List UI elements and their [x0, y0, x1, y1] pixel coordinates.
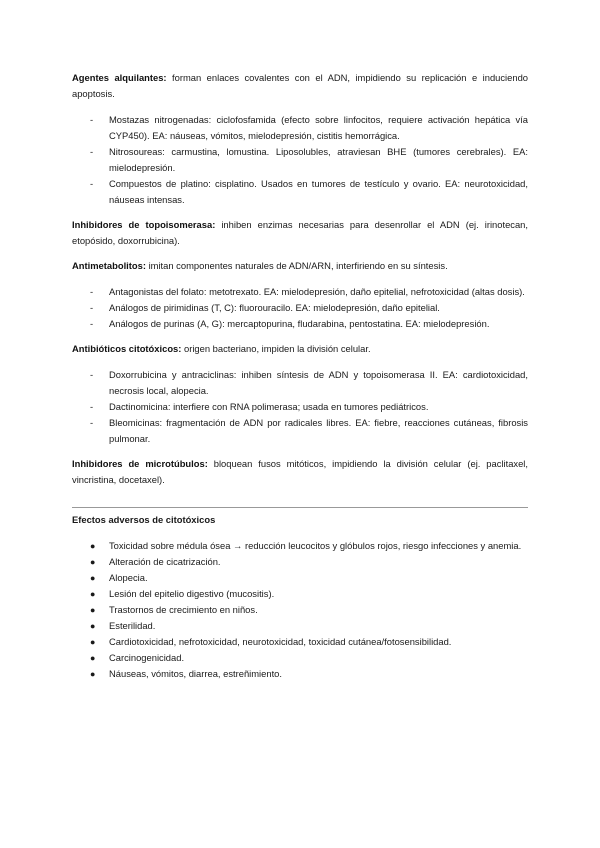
drug-classes: [72, 70, 528, 497]
list-item-text: Doxorrubicina y antraciclinas: inhiben síntesis de ADN y topoisomerasa II. EA: cardiotoxicidad, necrosis local, alopecia.: [109, 369, 528, 396]
list-item-text: Dactinomicina: interfiere con RNA polimerasa; usada en tumores pediátricos.: [109, 401, 429, 412]
list-item: [72, 554, 528, 570]
drug-class-title: Antimetabolitos:: [72, 260, 146, 271]
list-item-text: Nitrosoureas: carmustina, lomustina. Liposolubles, atraviesan BHE (tumores cerebrales). EA: mielodepresión.: [109, 146, 528, 173]
drug-class-section: [72, 341, 528, 447]
drug-class-description: imitan componentes naturales de ADN/ARN, interfiriendo en su síntesis.: [145, 260, 448, 271]
list-item-text: Compuestos de platino: cisplatino. Usados en tumores de testículo y ovario. EA: neurotoxicidad, náuseas intensas.: [109, 178, 528, 205]
list-item: [72, 570, 528, 586]
list-item: [72, 399, 528, 415]
dash-marker: -: [90, 178, 94, 189]
drug-class-paragraph: [72, 217, 528, 249]
list-item-text: Carcinogenicidad.: [109, 652, 185, 663]
dash-marker: -: [90, 114, 94, 125]
list-item: [72, 602, 528, 618]
drug-class-description: forman enlaces covalentes con el ADN, impidiendo su replicación e induciendo apoptosis.: [72, 72, 528, 99]
list-item: [72, 538, 528, 554]
list-item-text: Lesión del epitelio digestivo (mucositis).: [109, 588, 275, 599]
list-item-text: Náuseas, vómitos, diarrea, estreñimiento.: [109, 668, 282, 679]
list-item-text: Alteración de cicatrización.: [109, 556, 221, 567]
drug-class-title: Inhibidores de microtúbulos:: [72, 458, 208, 469]
list-item-text: Análogos de purinas (A, G): mercaptopurina, fludarabina, pentostatina. EA: mielodepresión.: [109, 318, 490, 329]
drug-class-description: origen bacteriano, impiden la división celular.: [181, 343, 371, 354]
bullet-icon: ●: [90, 589, 96, 599]
drug-class-paragraph: [72, 341, 528, 357]
list-item: [72, 666, 528, 682]
list-item: [72, 284, 528, 300]
list-item-text: Mostazas nitrogenadas: ciclofosfamida (efecto sobre linfocitos, requiere activación hepática vía CYP450). EA: náuseas, vómitos, mielodepresión, cistitis hemorrágica.: [109, 114, 528, 141]
adverse-effects-heading: Efectos adversos de citotóxicos: [72, 514, 216, 525]
drug-class-section: [72, 217, 528, 258]
bullet-icon: ●: [90, 541, 96, 551]
list-item: [72, 144, 528, 176]
dash-marker: -: [90, 401, 94, 412]
drug-list: [72, 112, 528, 208]
list-item-text: Esterilidad.: [109, 620, 156, 631]
list-item-text: Cardiotoxicidad, nefrotoxicidad, neurotoxicidad, toxicidad cutánea/fotosensibilidad.: [109, 636, 452, 647]
adverse-effects-list: [72, 538, 528, 682]
list-item-text: Trastornos de crecimiento en niños.: [109, 604, 258, 615]
section-divider: [72, 507, 528, 508]
bullet-icon: ●: [90, 637, 96, 647]
drug-class-title: Agentes alquilantes:: [72, 72, 167, 83]
list-item: [72, 367, 528, 399]
drug-list: [72, 367, 528, 447]
drug-class-title: Antibióticos citotóxicos:: [72, 343, 182, 354]
drug-class-description: bloquean fusos mitóticos, impidiendo la división celular (ej. paclitaxel, vincristina, docetaxel).: [72, 458, 528, 485]
list-item: [72, 650, 528, 666]
list-item: [72, 415, 528, 447]
dash-marker: -: [90, 417, 94, 428]
dash-marker: -: [90, 286, 94, 297]
drug-class-title: Inhibidores de topoisomerasa:: [72, 219, 216, 230]
dash-marker: -: [90, 302, 94, 313]
drug-class-paragraph: [72, 70, 528, 102]
dash-marker: -: [90, 369, 94, 380]
drug-list: [72, 284, 528, 332]
bullet-icon: ●: [90, 653, 96, 663]
bullet-icon: ●: [90, 573, 96, 583]
dash-marker: -: [90, 318, 94, 329]
bullet-icon: ●: [90, 557, 96, 567]
drug-class-section: [72, 70, 528, 208]
list-item: [72, 618, 528, 634]
list-item: [72, 112, 528, 144]
spacer: [72, 249, 528, 258]
list-item-text: Alopecia.: [109, 572, 148, 583]
list-item: [72, 586, 528, 602]
drug-class-paragraph: [72, 258, 528, 274]
list-item-text: Análogos de pirimidinas (T, C): fluorouracilo. EA: mielodepresión, daño epitelial.: [109, 302, 440, 313]
dash-marker: -: [90, 146, 94, 157]
drug-class-section: [72, 258, 528, 332]
list-item: [72, 176, 528, 208]
bullet-icon: ●: [90, 605, 96, 615]
drug-class-paragraph: [72, 456, 528, 488]
bullet-icon: ●: [90, 621, 96, 631]
list-item: [72, 634, 528, 650]
drug-class-description: inhiben enzimas necesarias para desenrollar el ADN (ej. irinotecan, etopósido, doxorrubicina).: [72, 219, 529, 246]
spacer: [72, 488, 528, 497]
list-item-text: Antagonistas del folato: metotrexato. EA: mielodepresión, daño epitelial, nefrotoxicidad (altas dosis).: [109, 286, 525, 297]
list-item: [72, 300, 528, 316]
list-item-text: Toxicidad sobre médula ósea → reducción leucocitos y glóbulos rojos, riesgo infecciones y anemia.: [109, 540, 522, 551]
list-item-text: Bleomicinas: fragmentación de ADN por radicales libres. EA: fiebre, reacciones cutáneas, fibrosis pulmonar.: [109, 417, 528, 444]
list-item: [72, 316, 528, 332]
bullet-icon: ●: [90, 669, 96, 679]
drug-class-section: [72, 456, 528, 497]
